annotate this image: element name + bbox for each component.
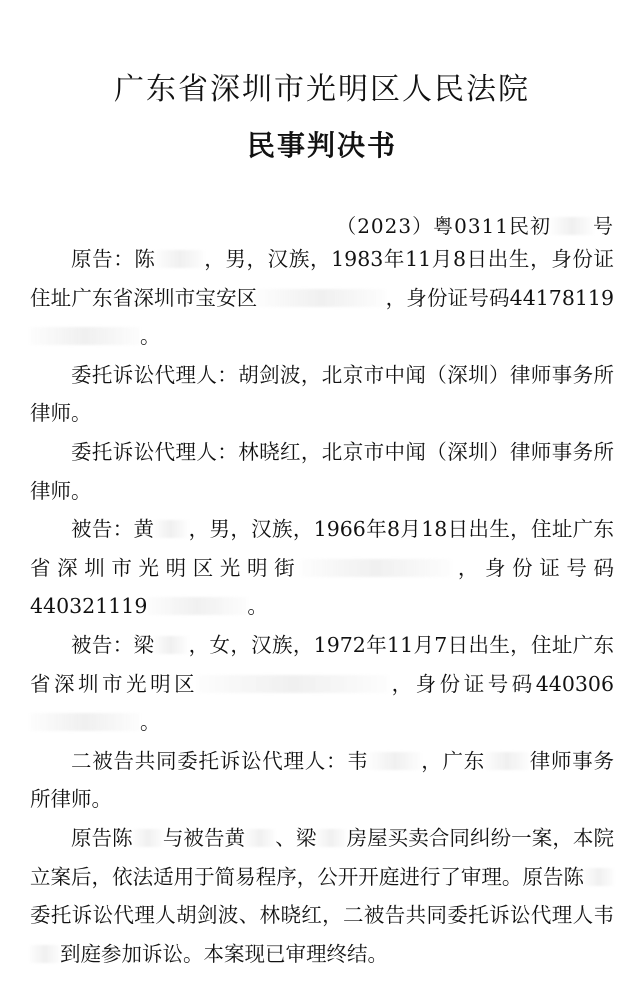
document-type-title: 民事判决书	[246, 129, 397, 162]
summary-part-3: 、梁	[275, 825, 317, 850]
redaction-mark	[154, 520, 188, 538]
redaction-mark	[584, 868, 614, 886]
defendant-2-label: 被告：梁	[71, 632, 155, 657]
plaintiff-id: ，身份证号码44178119	[385, 285, 615, 310]
redaction-mark	[147, 597, 247, 615]
redaction-mark	[30, 945, 60, 963]
defendants-agent-role: 律师事务所律师。	[30, 748, 614, 812]
judgment-body	[30, 240, 614, 973]
defendant-1-end: 。	[247, 594, 268, 619]
redaction-mark	[198, 675, 388, 693]
defendants-agent-label: 二被告共同委托诉讼代理人：韦	[71, 748, 369, 773]
summary-part-5: 委托诉讼代理人胡剑波、林晓红，二被告共同委托诉讼代理人韦	[30, 903, 614, 928]
defendant-2-info: ，女，汉族，1972年11月7日出生，住址广东省深圳市光明区	[30, 632, 614, 696]
redaction-mark	[30, 713, 140, 731]
summary-part-2: 与被告黄	[162, 825, 246, 850]
redaction-mark	[154, 636, 188, 654]
defendant-1-label: 被告：黄	[71, 517, 155, 542]
defendant-2-id: ，身份证号码440306	[388, 671, 614, 696]
plaintiff-end: 。	[140, 324, 161, 349]
case-number	[336, 210, 614, 239]
agent-paragraph-2: 委托诉讼代理人：林晓红，北京市中闻（深圳）律师事务所律师。	[30, 439, 614, 503]
redaction-mark	[485, 752, 529, 770]
redaction-mark	[301, 559, 451, 577]
summary-part-4: 房屋买卖合同纠纷一案，本院立案后，依法适用于简易程序，公开开庭进行了审理。原告陈	[30, 825, 615, 889]
redaction-mark	[30, 327, 140, 345]
defendant-2-paragraph	[30, 626, 614, 742]
defendant-1-id: ，身份证号码440321119	[30, 555, 614, 619]
defendants-agent-paragraph	[30, 742, 614, 819]
summary-part-1: 原告陈	[71, 825, 133, 850]
case-number-suffix: 号	[593, 214, 614, 238]
defendant-1-info: ，男，汉族，1966年8月18日出生，住址广东省深圳市光明区光明街	[30, 517, 614, 580]
agent-paragraph-1: 委托诉讼代理人：胡剑波，北京市中闻（深圳）律师事务所律师。	[30, 362, 614, 426]
case-number-prefix: （2023）粤0311民初	[336, 214, 551, 238]
defendants-agent-firm: ，广东	[420, 748, 485, 773]
redaction-mark	[316, 829, 346, 847]
plaintiff-label: 原告：陈	[71, 247, 156, 271]
defendant-1-paragraph	[30, 510, 614, 626]
plaintiff-info: ，男，汉族，1983年11月8日出生，身份证住址广东省深圳市宝安区	[30, 247, 614, 310]
redaction-mark	[369, 752, 421, 770]
redaction-mark	[245, 829, 275, 847]
plaintiff-paragraph	[30, 240, 614, 356]
case-summary-paragraph	[30, 819, 614, 973]
redaction-mark	[156, 250, 204, 268]
summary-part-6: 到庭参加诉讼。本案现已审理终结。	[60, 941, 388, 966]
defendant-2-end: 。	[140, 710, 161, 735]
redaction-mark	[133, 829, 163, 847]
redaction-mark	[257, 289, 385, 307]
redaction-mark	[551, 217, 593, 235]
court-name: 广东省深圳市光明区人民法院	[114, 72, 530, 107]
